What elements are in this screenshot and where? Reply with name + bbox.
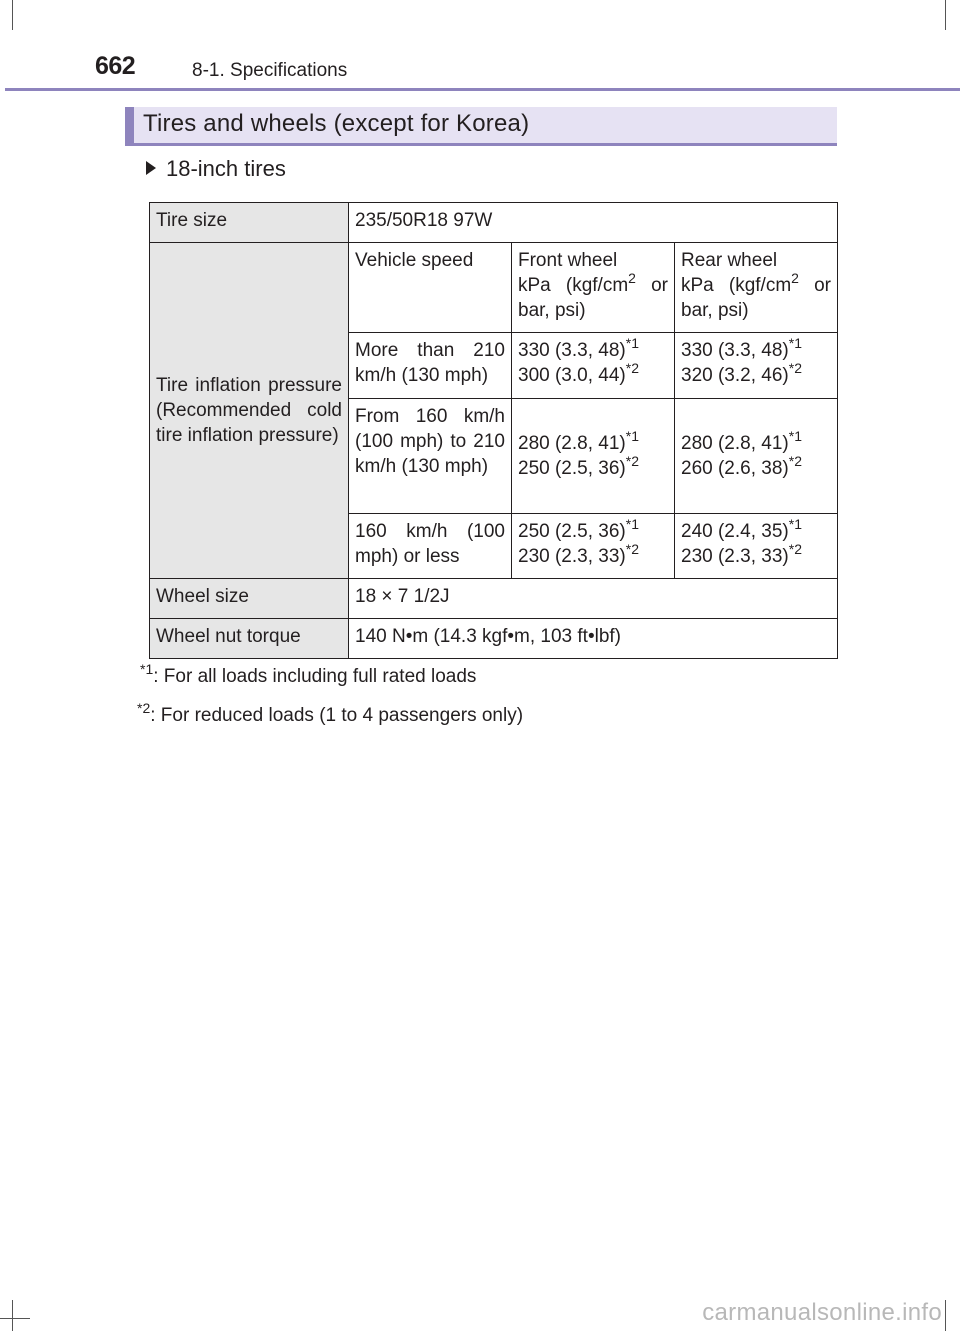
subsection-title: 18-inch tires	[166, 156, 286, 181]
footnote-1: $^{*1}$: For all loads including full rated loads	[140, 661, 477, 687]
header-divider	[5, 88, 960, 91]
watermark: carmanualsonline.info	[702, 1299, 942, 1326]
footnote-2: $^{*2}$: For reduced loads (1 to 4 passengers only)	[137, 700, 524, 726]
section-heading	[125, 107, 837, 146]
crop-mark	[12, 0, 13, 30]
front-pressure-cell: 250 (2.5, 36)$^{*1}$ 230 (2.3, 33)$^{*2}$	[512, 514, 675, 579]
tire-size-value: 235/50R18 97W	[349, 203, 838, 243]
rear-pressure-cell: 280 (2.8, 41)$^{*1}$ 260 (2.6, 38)$^{*2}$	[675, 399, 838, 514]
wheel-nut-torque-value: 140 N•m (14.3 kgf•m, 103 ft•lbf)	[349, 619, 838, 659]
vehicle-speed-header: Vehicle speed	[349, 243, 512, 333]
page-number: 662	[95, 52, 136, 80]
front-pressure-cell: 280 (2.8, 41)$^{*1}$ 250 (2.5, 36)$^{*2}$	[512, 399, 675, 514]
section-accent	[125, 107, 134, 143]
triangle-bullet-icon	[146, 161, 156, 175]
tire-spec-table	[149, 202, 838, 659]
rear-pressure-cell: 240 (2.4, 35)$^{*1}$ 230 (2.3, 33)$^{*2}$	[675, 514, 838, 579]
rear-wheel-header	[675, 243, 838, 333]
crop-mark	[945, 1300, 946, 1331]
wheel-size-value: 18 × 7 1/2J	[349, 579, 838, 619]
crop-mark	[0, 1318, 30, 1319]
crop-mark	[12, 1300, 13, 1331]
tire-pressure-label: Tire inflation pressure (Recommended cold tire inflation pressure)	[150, 243, 349, 579]
front-wheel-header	[512, 243, 675, 333]
front-wheel-units: kPa ($kgf/cm^2$ or bar, psi)	[518, 270, 668, 321]
chapter-title: 8-1. Specifications	[192, 60, 348, 81]
rear-pressure-cell: 330 (3.3, 48)$^{*1}$ 320 (3.2, 46)$^{*2}$	[675, 333, 838, 399]
speed-cell: From 160 km/h (100 mph) to 210 km/h (130 mph)	[349, 399, 512, 514]
front-pressure-cell: 330 (3.3, 48)$^{*1}$ 300 (3.0, 44)$^{*2}$	[512, 333, 675, 399]
wheel-size-label: Wheel size	[150, 579, 349, 619]
front-wheel-title: Front wheel	[518, 250, 618, 271]
rear-wheel-units: kPa ($kgf/cm^2$ or bar, psi)	[681, 270, 831, 321]
wheel-nut-torque-label: Wheel nut torque	[150, 619, 349, 659]
speed-cell: 160 km/h (100 mph) or less	[349, 514, 512, 579]
crop-mark	[945, 0, 946, 30]
rear-wheel-title: Rear wheel	[681, 250, 778, 271]
speed-cell: More than 210 km/h (130 mph)	[349, 333, 512, 399]
tire-size-label: Tire size	[150, 203, 349, 243]
section-title: Tires and wheels (except for Korea)	[143, 110, 530, 137]
subsection-heading	[146, 156, 286, 182]
